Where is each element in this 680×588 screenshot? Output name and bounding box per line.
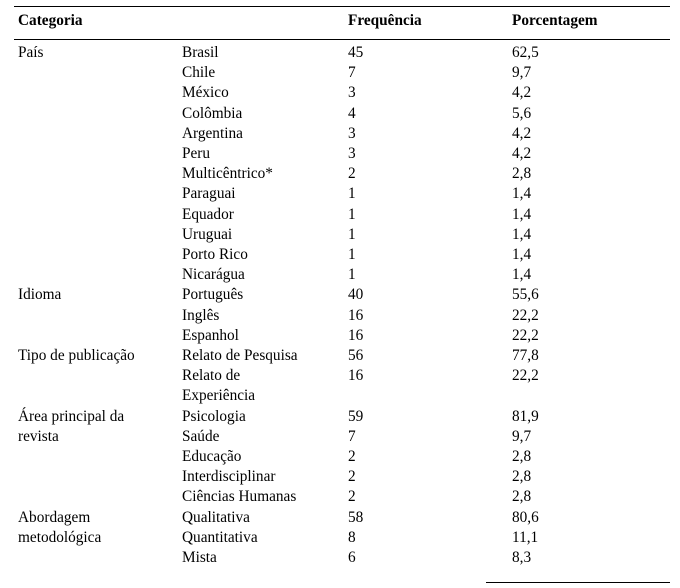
frequency-value: 3 [348, 124, 356, 142]
frequency-value: 6 [348, 549, 356, 566]
item-label: Multicêntrico* [182, 165, 273, 183]
frequency-value: 4 [348, 104, 356, 122]
percentage-value: 11,1 [512, 528, 539, 546]
percentage-value: 77,8 [512, 347, 539, 364]
item-label: Português [182, 286, 244, 304]
item-label: Experiência [182, 387, 256, 405]
item-label: Mista [182, 549, 217, 566]
table-top-rule [14, 6, 670, 7]
category-label: revista [18, 427, 59, 445]
category-label: Tipo de publicação [18, 347, 135, 364]
percentage-value: 2,8 [512, 468, 532, 486]
frequency-value: 1 [348, 266, 356, 284]
header-bottom-rule [14, 39, 670, 40]
frequency-value: 2 [348, 165, 356, 183]
item-label: Espanhol [182, 326, 239, 344]
frequency-value: 7 [348, 64, 356, 82]
item-label: Saúde [182, 427, 220, 445]
item-label: Ciências Humanas [182, 488, 297, 506]
percentage-value: 1,4 [512, 225, 532, 243]
item-label: Nicarágua [182, 266, 245, 284]
percentage-value: 4,2 [512, 84, 532, 102]
frequency-value: 59 [348, 407, 364, 425]
item-label: Chile [182, 64, 216, 82]
frequency-value: 8 [348, 528, 356, 546]
frequency-value: 1 [348, 246, 356, 263]
percentage-value: 5,6 [512, 104, 532, 122]
item-label: Uruguai [182, 225, 233, 243]
frequency-value: 2 [348, 468, 356, 486]
percentage-value: 4,2 [512, 145, 532, 162]
percentage-value: 81,9 [512, 407, 539, 425]
percentage-value: 1,4 [512, 266, 532, 284]
item-label: Psicologia [182, 407, 246, 425]
category-label: metodológica [18, 528, 102, 546]
percentage-value: 55,6 [512, 286, 539, 304]
category-label: País [18, 44, 44, 61]
frequency-value: 45 [348, 44, 364, 61]
category-label: Área principal da [18, 407, 125, 425]
item-label: Colômbia [182, 104, 243, 122]
header-categoria: Categoria [18, 12, 83, 29]
percentage-value: 1,4 [512, 185, 532, 203]
item-label: Equador [182, 205, 234, 223]
item-label: Paraguai [182, 185, 236, 203]
item-label: Educação [182, 448, 242, 465]
category-label: Abordagem [18, 508, 91, 526]
frequency-value: 16 [348, 326, 364, 344]
frequency-value: 1 [348, 205, 356, 223]
frequency-value: 2 [348, 488, 356, 506]
header-frequencia: Frequência [348, 12, 422, 29]
frequency-value: 3 [348, 145, 356, 162]
percentage-value: 22,2 [512, 326, 539, 344]
item-label: Porto Rico [182, 246, 248, 263]
percentage-value: 2,8 [512, 488, 532, 506]
percentage-value: 8,3 [512, 549, 532, 566]
item-label: México [182, 84, 229, 102]
item-label: Peru [182, 145, 211, 162]
percentage-value: 2,8 [512, 448, 532, 465]
frequency-value: 40 [348, 286, 364, 304]
percentage-value: 62,5 [512, 44, 539, 61]
frequency-value: 1 [348, 225, 356, 243]
frequency-value: 1 [348, 185, 356, 203]
percentage-value: 2,8 [512, 165, 532, 183]
header-porcentagem: Porcentagem [512, 12, 598, 29]
frequency-value: 7 [348, 427, 356, 445]
frequency-value: 56 [348, 347, 364, 364]
item-label: Brasil [182, 44, 219, 61]
item-label: Relato de [182, 367, 241, 385]
percentage-value: 22,2 [512, 306, 539, 324]
percentage-value: 80,6 [512, 508, 539, 526]
percentage-value: 9,7 [512, 64, 532, 82]
frequency-value: 16 [348, 367, 364, 385]
frequency-value: 2 [348, 448, 356, 465]
percentage-value: 4,2 [512, 124, 532, 142]
item-label: Inglês [182, 306, 220, 324]
percentage-value: 9,7 [512, 427, 532, 445]
percentage-value: 1,4 [512, 205, 532, 223]
category-label: Idioma [18, 286, 62, 304]
table-bottom-rule [486, 582, 670, 583]
percentage-value: 22,2 [512, 367, 539, 385]
percentage-value: 1,4 [512, 246, 532, 263]
frequency-value: 58 [348, 508, 364, 526]
item-label: Qualitativa [182, 508, 250, 526]
frequency-value: 3 [348, 84, 356, 102]
item-label: Argentina [182, 124, 243, 142]
item-label: Interdisciplinar [182, 468, 276, 486]
item-label: Relato de Pesquisa [182, 347, 298, 364]
frequency-value: 16 [348, 306, 364, 324]
item-label: Quantitativa [182, 528, 258, 546]
